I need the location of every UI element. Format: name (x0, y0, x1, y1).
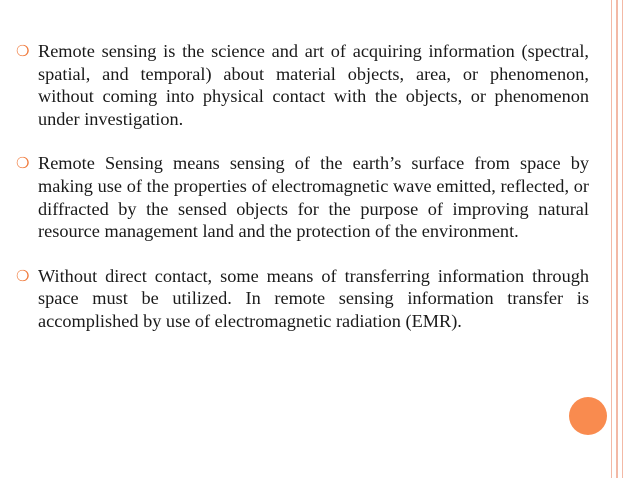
bullet-text: Remote Sensing means sensing of the earth’s surface from space by making use of the properties of electromagnetic wave emitted, reflected, or diffracted by the sensed objects for the purpose of improving natural resource management land and the protection of the environment. (38, 153, 589, 242)
bullet-text: Without direct contact, some means of transferring information through space must be utilized. In remote sensing information transfer is accomplished by use of electromagnetic radiation (EMR). (38, 265, 589, 331)
bullet-item (16, 152, 589, 242)
bullet-item (16, 40, 589, 130)
slide-body (16, 40, 589, 333)
bullet-item (16, 265, 589, 333)
bullet-text: Remote sensing is the science and art of acquiring information (spectral, spatial, and temporal) about material objects, area, or phenomenon, without coming into physical contact with the objects, or phenomenon under investigation. (38, 41, 589, 129)
decorative-rule (616, 0, 618, 478)
ring-bullet-icon: ❍ (16, 42, 30, 60)
ring-bullet-icon: ❍ (16, 154, 30, 173)
accent-circle (569, 397, 607, 435)
ring-bullet-icon: ❍ (16, 266, 30, 285)
decorative-rule (622, 0, 623, 478)
decorative-rule (611, 0, 612, 478)
